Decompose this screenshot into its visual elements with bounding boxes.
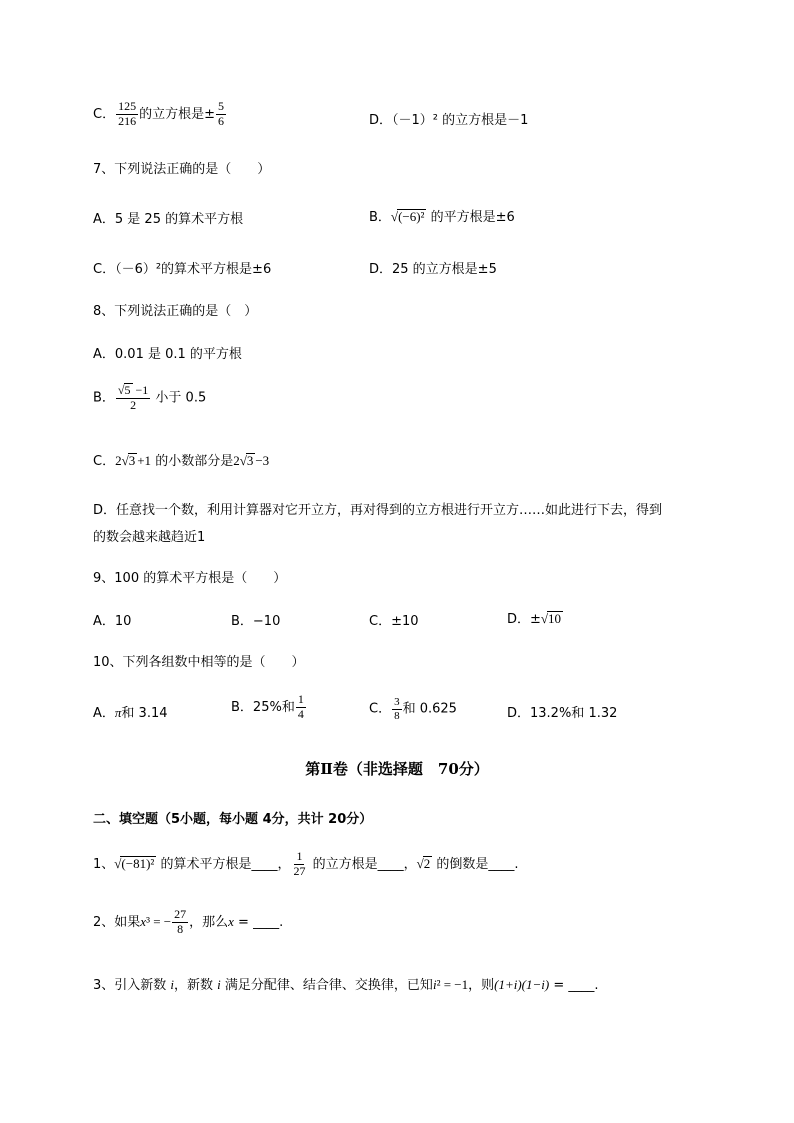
fill-question-3 [93,974,599,993]
math-text: −3 [255,453,270,468]
frac-num: 27 [174,907,187,921]
question-text: ，则 [468,978,495,993]
fill-question-1: 1、√(−81)² 的算术平方根是____， $\frac{1}{27}$ 的立方根是____，√2 的倒数是____. [93,849,519,878]
coefficient: 2 [115,453,122,468]
math-text: +1 [137,453,152,468]
q8-option-d-line1: D．任意找一个数，利用计算器对它开立方，再对得到的立方根进行开立方……如此进行下去，得到 [93,503,663,518]
frac-num: 3 [394,696,400,708]
option-label: C． [93,106,116,122]
frac-den: 216 [118,113,137,128]
q10-option-b [231,693,307,722]
q7-option-b: B．√(−6)² 的平方根是±6 [369,209,515,225]
option-text: 小于 0.5 [151,390,207,406]
q6-option-c [93,100,227,129]
math-text: ³ = − [146,913,172,929]
frac-den: 4 [297,706,304,721]
question-text: 3、引入新数 [93,978,171,993]
math-text: ² = −1 [436,977,469,992]
frac-num: √5 −1 [117,383,149,397]
frac-den: 27 [293,863,306,878]
option-label: D．± [507,612,541,627]
q8-option-d-line2: 的数会越来越趋近1 [93,530,206,545]
q8-option-a: A．0.01 是 0.1 的平方根 [93,347,242,362]
option-text: 的平方根是±6 [426,210,515,225]
frac-num: 1 [297,692,304,706]
option-label: B．25%和 [231,699,295,715]
q10-option-a [93,702,168,721]
option-label: D． [369,113,393,128]
variable: x [140,913,147,929]
q8-stem: 8、下列说法正确的是（ ） [93,304,258,319]
radicand: (−6)² [398,209,425,224]
radicand: 2 [423,855,431,871]
q6-option-d [369,109,528,128]
q9-option-c: C．±10 [369,614,419,629]
q9-option-b: B．−10 [231,614,281,629]
expression: (1+i)(1−i) [494,977,550,992]
option-label: C． [369,701,392,717]
frac-num: 1 [296,849,303,863]
frac-num: 125 [118,99,137,113]
question-number: 1、 [93,856,115,872]
option-text: 和 3.14 [121,706,168,721]
fraction [172,908,188,937]
frac-den: 8 [394,709,400,722]
q9-option-a: A．10 [93,614,132,629]
fraction [392,696,402,722]
question-text: 2、如果 [93,914,141,930]
q7-option-a: A．5 是 25 的算术平方根 [93,212,244,227]
question-text: = ____. [549,978,599,993]
option-label: B． [93,390,115,406]
question-text: 的立方根是____， [308,856,417,872]
option-label: C． [93,454,116,469]
section2-header: 二、填空题（5小题，每小题 4分，共计 20分） [93,812,373,827]
coefficient: 2 [233,453,240,468]
q7-option-d: D．25 的立方根是±5 [369,262,497,277]
q9-option-d: D．±√10 [507,611,562,627]
frac-den: 6 [217,113,224,128]
part2-title: 第Ⅱ卷（非选择题 70分） [305,760,489,778]
q7-stem: 7、下列说法正确的是（ ） [93,162,271,177]
q10-stem: 10、下列各组数中相等的是（ ） [93,655,305,670]
variable: i [170,977,175,992]
fraction [116,100,138,129]
q8-option-b [93,383,206,413]
variable: i [217,977,221,992]
fraction [296,693,306,722]
fraction [116,383,150,413]
fraction [216,100,226,129]
question-text: ，新数 [174,978,218,993]
question-text: 的倒数是____. [432,856,519,872]
option-label: B． [369,210,391,225]
question-text: 的算术平方根是____， [156,856,291,872]
fill-question-2 [93,908,283,937]
radicand: 3 [128,453,136,468]
frac-den: 8 [177,921,184,936]
q9-stem: 9、100 的算术平方根是（ ） [93,571,287,586]
q7-option-c: C．（－6）²的算术平方根是±6 [93,262,272,277]
frac-num-tail: −1 [132,383,149,397]
question-text: ，那么 [189,914,229,930]
q8-option-c: C．2√3 +1 的小数部分是2√3 −3 [93,453,270,469]
option-label: A． [93,706,115,721]
option-text: （－1）² 的立方根是－1 [392,113,529,128]
option-text: 的小数部分是 [151,454,234,469]
question-text: = ____. [233,914,284,930]
radicand: 10 [548,611,562,626]
radicand: (−81)² [121,855,155,871]
option-text: 的立方根是± [139,106,215,122]
radicand: 5 [124,383,131,397]
radicand: 3 [246,453,254,468]
fraction [291,850,307,879]
q10-option-c [369,696,457,722]
pi-symbol: π [114,705,122,720]
frac-num: 5 [217,99,224,113]
option-text: 和 0.625 [402,701,457,717]
variable: i [432,977,437,992]
question-text: 满足分配律、结合律、交换律，已知 [220,978,433,993]
frac-den: 2 [130,397,137,412]
variable: x [228,913,234,929]
q10-option-d: D．13.2%和 1.32 [507,706,618,721]
